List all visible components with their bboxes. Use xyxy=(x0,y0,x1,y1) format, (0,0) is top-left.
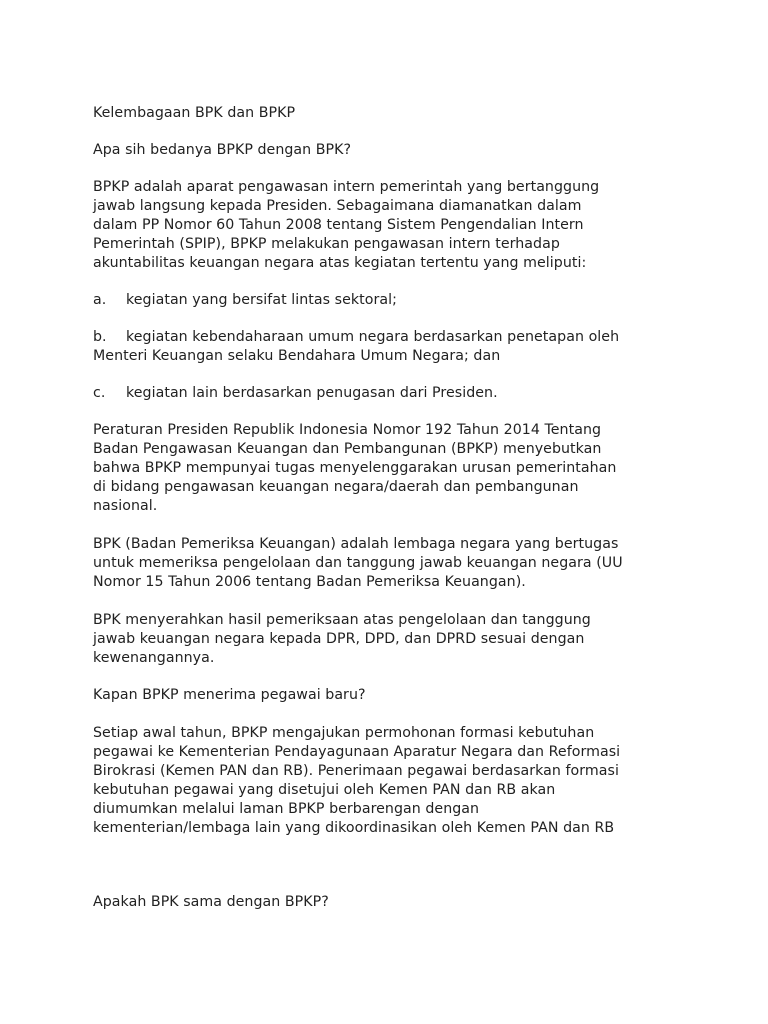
paragraph-line: jawab langsung kepada Presiden. Sebagaimana diamanatkan dalam xyxy=(93,198,582,214)
paragraph-line: Pemerintah (SPIP), BPKP melakukan pengawasan intern terhadap xyxy=(93,236,560,252)
document-title: Kelembagaan BPK dan BPKP xyxy=(93,105,296,121)
question-heading-1: Apa sih bedanya BPKP dengan BPK? xyxy=(93,142,352,158)
list-item-text: kegiatan lain berdasarkan penugasan dari Presiden. xyxy=(126,385,498,401)
paragraph-line: di bidang pengawasan keuangan negara/daerah dan pembangunan xyxy=(93,479,579,495)
paragraph-line: diumumkan melalui laman BPKP berbarengan dengan xyxy=(93,801,480,817)
paragraph-line: Setiap awal tahun, BPKP mengajukan permohonan formasi kebutuhan xyxy=(93,725,595,741)
paragraph-line: kewenangannya. xyxy=(93,650,215,666)
list-marker: b. xyxy=(93,329,107,345)
paragraph-line: Nomor 15 Tahun 2006 tentang Badan Pemeriksa Keuangan). xyxy=(93,574,526,590)
paragraph-line: Badan Pengawasan Keuangan dan Pembangunan (BPKP) menyebutkan xyxy=(93,441,602,457)
paragraph-line: akuntabilitas keuangan negara atas kegiatan tertentu yang meliputi: xyxy=(93,255,587,271)
paragraph-line: untuk memeriksa pengelolaan dan tanggung jawab keuangan negara (UU xyxy=(93,555,623,571)
list-item-text: Menteri Keuangan selaku Bendahara Umum Negara; dan xyxy=(93,348,501,364)
paragraph-line: BPKP adalah aparat pengawasan intern pemerintah yang bertanggung xyxy=(93,179,600,195)
paragraph-line: dalam PP Nomor 60 Tahun 2008 tentang Sistem Pengendalian Intern xyxy=(93,217,584,233)
paragraph-line: BPK (Badan Pemeriksa Keuangan) adalah lembaga negara yang bertugas xyxy=(93,536,619,552)
paragraph-line: pegawai ke Kementerian Pendayagunaan Aparatur Negara dan Reformasi xyxy=(93,744,621,760)
paragraph-line: BPK menyerahkan hasil pemeriksaan atas pengelolaan dan tanggung xyxy=(93,612,591,628)
list-marker: a. xyxy=(93,292,107,308)
list-marker: c. xyxy=(93,385,106,401)
paragraph-line: kementerian/lembaga lain yang dikoordinasikan oleh Kemen PAN dan RB xyxy=(93,820,615,836)
paragraph-line: nasional. xyxy=(93,498,158,514)
paragraph-line: bahwa BPKP mempunyai tugas menyelenggarakan urusan pemerintahan xyxy=(93,460,617,476)
paragraph-line: Peraturan Presiden Republik Indonesia Nomor 192 Tahun 2014 Tentang xyxy=(93,422,602,438)
paragraph-line: jawab keuangan negara kepada DPR, DPD, dan DPRD sesuai dengan xyxy=(93,631,585,647)
list-item-text: kegiatan kebendaharaan umum negara berdasarkan penetapan oleh xyxy=(126,329,620,345)
list-item-text: kegiatan yang bersifat lintas sektoral; xyxy=(126,292,397,308)
question-heading-3: Apakah BPK sama dengan BPKP? xyxy=(93,894,329,910)
question-heading-2: Kapan BPKP menerima pegawai baru? xyxy=(93,687,366,703)
paragraph-line: Birokrasi (Kemen PAN dan RB). Penerimaan pegawai berdasarkan formasi xyxy=(93,763,619,779)
paragraph-line: kebutuhan pegawai yang disetujui oleh Kemen PAN dan RB akan xyxy=(93,782,556,798)
